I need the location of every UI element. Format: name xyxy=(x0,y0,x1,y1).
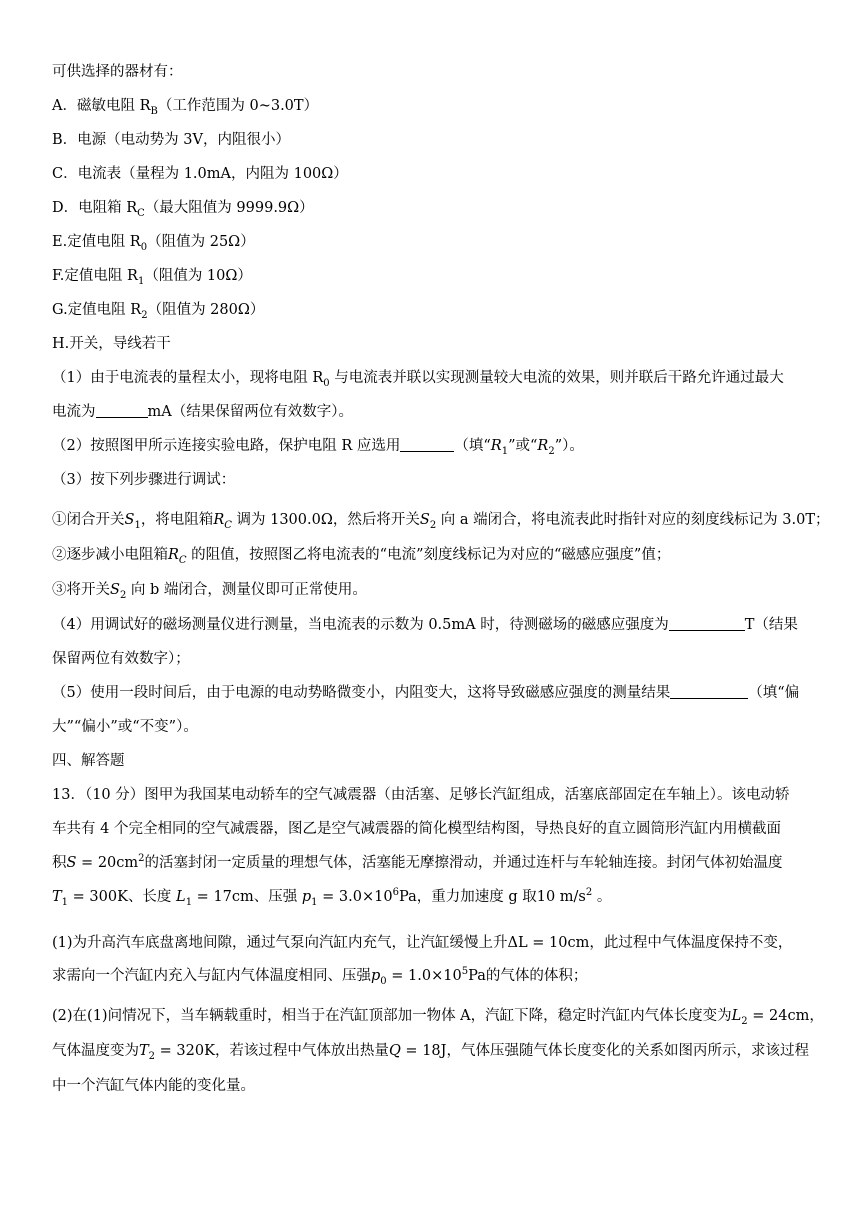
material-item-e: E.定值电阻 $R_0$（阻值为 25Ω） xyxy=(52,234,255,253)
section-heading: 四、解答题 xyxy=(52,753,125,769)
question-3-title: （3）按下列步骤进行调试： xyxy=(52,472,236,488)
question-4-line-1: （4）用调试好的磁场测量仪进行测量，当电流表的示数为 0.5mA 时，待测磁场的磁感应强度为 T（结果 xyxy=(52,617,798,633)
step-2: ②逐步减小电阻箱$R_C$ 的阻值，按照图乙将电流表的“电流”刻度线标记为对应的“磁感应强度”值； xyxy=(52,547,671,566)
question-2: （2）按照图甲所示连接实验电路，保护电阻 R 应选用 （填“$R_1$”或“$R_2$”）。 xyxy=(52,438,584,457)
part-1-line-1: (1)为升高汽车底盘离地间隙，通过气泵向汽缸内充气，让汽缸缓慢上升ΔL = 10cm，此过程中气体温度保持不变， xyxy=(52,935,793,951)
part-2-line-3: 中一个汽缸气体内能的变化量。 xyxy=(52,1078,255,1094)
material-item-f: F.定值电阻 $R_1$（阻值为 10Ω） xyxy=(52,268,252,287)
step-1: ①闭合开关$S_1$，将电阻箱$R_C$ 调为 1300.0Ω，然后将开关$S_2$ 向 a 端闭合，将电流表此时指针对应的刻度线标记为 3.0T； xyxy=(52,512,830,531)
part-1-line-2: 求需向一个汽缸内充入与缸内气体温度相同、压强$p_0 = 1.0\times 10^5Pa$的气体的体积； xyxy=(52,966,588,987)
question-5-line-1: （5）使用一段时间后，由于电源的电动势略微变小，内阻变大，这将导致磁感应强度的测量结果 （填“偏 xyxy=(52,685,800,701)
material-item-b: B．电源（电动势为 3V，内阻很小） xyxy=(52,132,290,148)
answer-blank-2[interactable] xyxy=(400,437,454,452)
part-2-line-2: 气体温度变为$T_2 = 320K$，若该过程中气体放出热量Q = 18J，气体压强随气体长度变化的关系如图丙所示，求该过程 xyxy=(52,1043,809,1062)
material-item-d: D．电阻箱 $R_C$（最大阻值为 9999.9Ω） xyxy=(52,200,314,219)
question-5-line-2: 大”“偏小”或“不变”）。 xyxy=(52,719,198,735)
problem-13-line-4: $T_1 = 300K$、长度 $L_1 = 17cm$、压强 $p_1 = 3.0\times 10^6Pa$，重力加速度 g 取10 $m/s^2$ 。 xyxy=(52,887,612,908)
materials-intro: 可供选择的器材有： xyxy=(52,64,183,80)
material-item-h: H.开关，导线若干 xyxy=(52,336,171,352)
document-page xyxy=(52,62,830,1096)
part-2-line-1: (2)在(1)问情况下，当车辆载重时，相当于在汽缸顶部加一物体 A，汽缸下降，稳定时汽缸内气体长度变为$L_2 = 24cm$， xyxy=(52,1008,824,1027)
material-item-c: C．电流表（量程为 1.0mA，内阻为 100Ω） xyxy=(52,166,348,182)
problem-13-line-2: 车共有 4 个完全相同的空气减震器，图乙是空气减震器的简化模型结构图，导热良好的直立圆筒形汽缸内用横截面 xyxy=(52,821,781,837)
question-1-line-1: （1）由于电流表的量程太小，现将电阻 $R_0$ 与电流表并联以实现测量较大电流的效果，则并联后干路允许通过最大 xyxy=(52,370,784,389)
problem-13-line-1: 13．（10 分）图甲为我国某电动轿车的空气减震器（由活塞、足够长汽缸组成，活塞底部固定在车轴上）。该电动轿 xyxy=(52,787,790,803)
material-item-a: A．磁敏电阻 $R_B$（工作范围为 0~3.0T） xyxy=(52,98,319,117)
answer-blank-5[interactable] xyxy=(670,684,748,699)
step-3: ③将开关$S_2$ 向 b 端闭合，测量仪即可正常使用。 xyxy=(52,582,367,601)
question-1-line-2: 电流为 mA（结果保留两位有效数字）。 xyxy=(52,404,353,420)
problem-13-line-3: 积$S = 20cm^2$的活塞封闭一定质量的理想气体，活塞能无摩擦滑动，并通过连杆与车轮轴连接。封闭气体初始温度 xyxy=(52,853,783,871)
answer-blank-4[interactable] xyxy=(669,616,745,631)
question-4-line-2: 保留两位有效数字）； xyxy=(52,651,190,667)
answer-blank-1[interactable] xyxy=(96,403,148,418)
material-item-g: G.定值电阻 $R_2$（阻值为 280Ω） xyxy=(52,302,265,321)
